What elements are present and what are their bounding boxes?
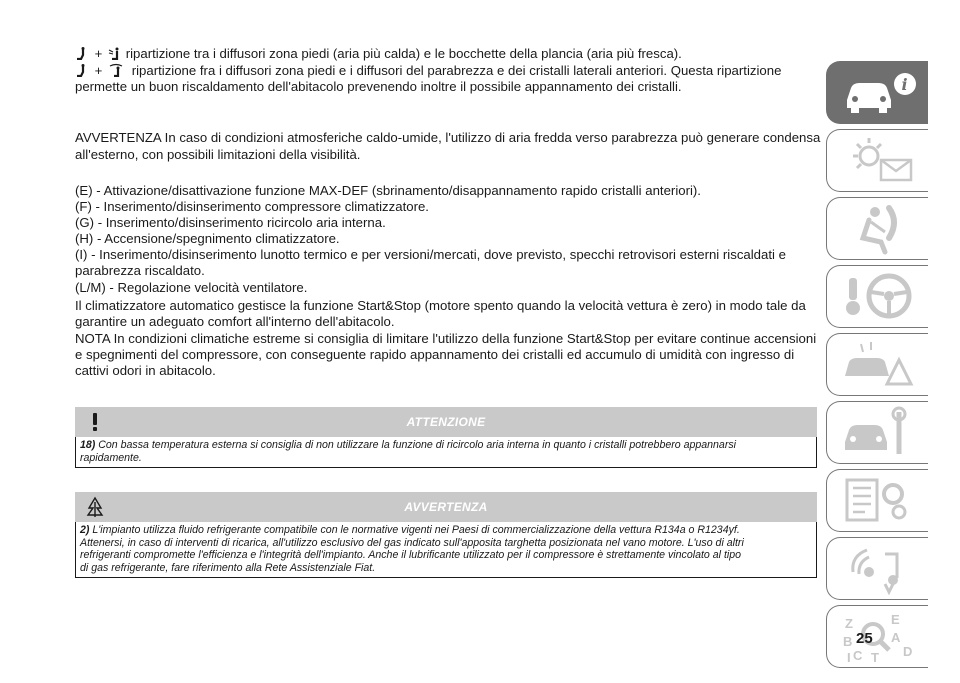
- index-letter: E: [891, 612, 900, 627]
- maintenance-icon: [841, 406, 921, 460]
- paragraph-line: + ripartizione tra i diffusori zona piedi (aria più calda) e le bocchette della plancia (aria più fresca).: [75, 45, 682, 64]
- tab-index[interactable]: [826, 605, 928, 668]
- paragraph-line: (I) - Inserimento/disinserimento lunotto termico e per versioni/mercati, dove previsto, specchi retrovisori esterni riscaldati e: [75, 247, 786, 262]
- avvertenza-header: [75, 492, 817, 522]
- warning-lights-icon: [841, 134, 921, 188]
- starting-driving-icon: [841, 270, 921, 324]
- paragraph-line: Il climatizzatore automatico gestisce la funzione Start&Stop (motore spento quando la velocità vettura è zero) in modo tale da: [75, 298, 806, 313]
- emergency-icon: [841, 338, 921, 392]
- attenzione-box: [75, 407, 817, 468]
- paragraph-line: NOTA In condizioni climatiche estreme si consiglia di limitare l'utilizzo della funzione Start&Stop per evitare continue accensioni: [75, 331, 817, 346]
- tab-starting-driving[interactable]: [826, 265, 928, 328]
- attenzione-text: 18) Con bassa temperatura esterna si consiglia di non utilizzare la funzione di ricircolo aria interna in quanto i cristalli potrebbero appannarsi rapidamente.: [75, 437, 817, 468]
- multimedia-icon: [841, 542, 921, 596]
- tab-maintenance[interactable]: [826, 401, 928, 464]
- index-letter: B: [843, 634, 853, 649]
- attenzione-header: [75, 407, 817, 437]
- index-letter: A: [891, 630, 901, 645]
- paragraph-line: cattivi odori in abitacolo.: [75, 363, 216, 378]
- index-letter: C: [853, 648, 863, 663]
- attenzione-title: ATTENZIONE: [406, 415, 486, 429]
- page-number: 25: [856, 630, 873, 647]
- paragraph-line: garantire un adeguato comfort all'interno dell'abitacolo.: [75, 314, 395, 329]
- paragraph-line: + ripartizione fra i diffusori zona piedi e i diffusori del parabrezza e dei cristalli laterali anteriori. Questa ripartizione: [75, 62, 781, 81]
- paragraph-line: permette un buon riscaldamento dell'abitacolo prevenendo inoltre il possibile appannamento dei cristalli.: [75, 79, 682, 94]
- paragraph-line: (L/M) - Regolazione velocità ventilatore.: [75, 280, 308, 295]
- paragraph-line: (G) - Inserimento/disinserimento ricircolo aria interna.: [75, 215, 386, 230]
- index-letter: D: [903, 644, 913, 659]
- index-letter: Z: [845, 616, 853, 631]
- svg-text:i: i: [901, 75, 908, 94]
- index-letter: T: [871, 650, 879, 664]
- paragraph-line: all'esterno, con possibili limitazioni della visibilità.: [75, 147, 361, 162]
- technical-data-icon: [841, 474, 921, 528]
- avvertenza-box: [75, 492, 817, 578]
- safety-airbag-icon: [841, 202, 921, 256]
- paragraph-line: AVVERTENZA In caso di condizioni atmosferiche caldo-umide, l'utilizzo di aria fredda verso parabrezza può generare condensa: [75, 130, 821, 145]
- tab-car-info[interactable]: [826, 61, 928, 124]
- index-letter: I: [847, 650, 851, 664]
- index-icon: [841, 610, 921, 664]
- paragraph-line: parabrezza riscaldato.: [75, 263, 205, 278]
- tab-multimedia[interactable]: [826, 537, 928, 600]
- paragraph-line: (H) - Accensione/spegnimento climatizzatore.: [75, 231, 340, 246]
- avvertenza-text: 2) L'impianto utilizza fluido refrigerante compatibile con le normative vigenti nei Paesi di commercializzazione della vettura R134a o R1234yf. Attenersi, in caso di interventi di ricarica, all'utilizzo esclusivo del gas indicato sull'apposita targhetta posizionata nel vano motore. L'uso di altri refrigeranti compromette l'efficienza e l'integrità dell'impianto. Anche il lubrificante utilizzato per il compressore è strettamente vincolato al tipo di gas refrigerante, fare riferimento alla Rete Assistenziale Fiat.: [75, 522, 817, 578]
- tab-technical-data[interactable]: [826, 469, 928, 532]
- paragraph-line: e spegnimenti del compressore, con conseguente rapido appannamento dei cristalli ed accumulo di umidità con ingresso di: [75, 347, 795, 362]
- avvertenza-title: AVVERTENZA: [404, 500, 488, 514]
- paragraph-line: (E) - Attivazione/disattivazione funzione MAX-DEF (sbrinamento/disappannamento rapido cristalli anteriori).: [75, 183, 701, 198]
- car-info-icon: [841, 66, 921, 120]
- paragraph-line: (F) - Inserimento/disinserimento compressore climatizzatore.: [75, 199, 429, 214]
- tab-emergency[interactable]: [826, 333, 928, 396]
- tab-safety[interactable]: [826, 197, 928, 260]
- tab-warning-lights[interactable]: [826, 129, 928, 192]
